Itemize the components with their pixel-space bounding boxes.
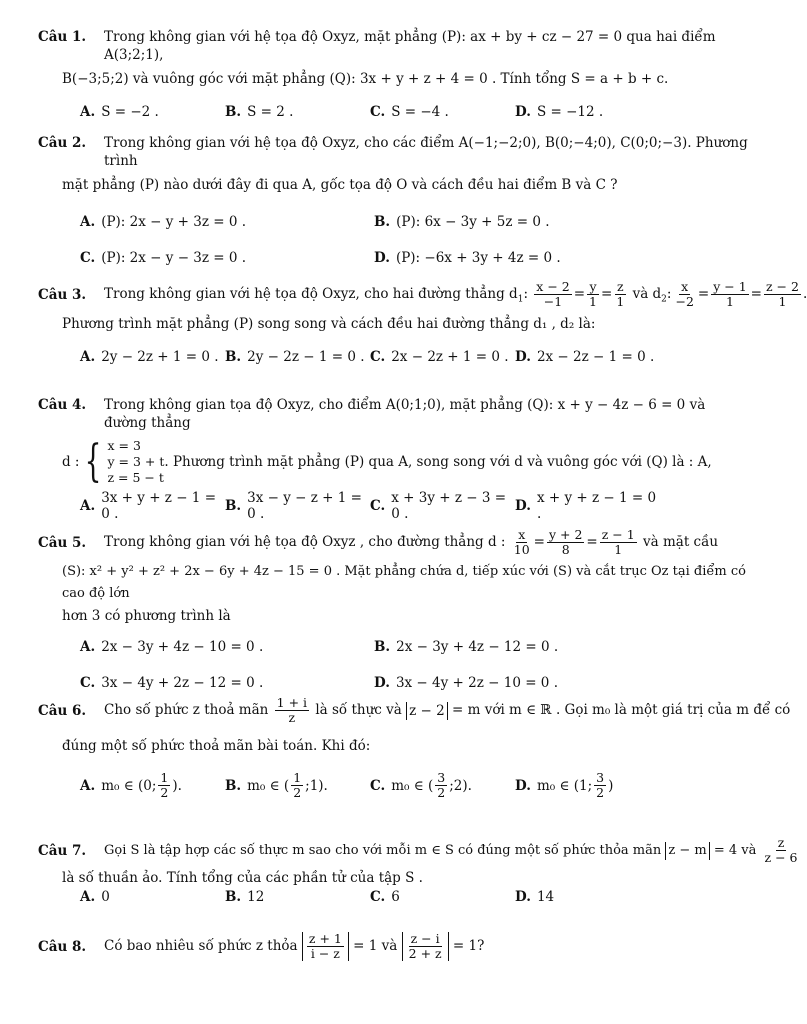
option-b[interactable]: B. 2y − 2z − 1 = 0 . — [225, 349, 365, 365]
question-text-cont: Phương trình mặt phẳng (P) song song và cách đều hai đường thẳng d₁ , d₂ là: — [62, 316, 596, 332]
question-text: Trong không gian với hệ tọa độ Oxyz, cho các điểm A(−1;−2;0), B(0;−4;0), C(0;0;−3). Phương trình — [104, 135, 748, 169]
option-a[interactable]: A. (P): 2x − y + 3z = 0 . — [80, 214, 247, 230]
fraction: $\frac{y}{1}$ — [589, 279, 597, 309]
question-text: Gọi S là tập hợp các số thực m sao cho với mỗi m ∈ S có đúng một số phức thỏa mãn z − m = 4 và $\frac{z}{z - 6}$ — [104, 835, 798, 865]
option-b[interactable]: B. 3x − y − z + 1 = 0 . — [225, 490, 362, 522]
question-text-cont: mặt phẳng (P) nào dưới đây đi qua A, gốc tọa độ O và cách đều hai điểm B và C ? — [62, 177, 618, 193]
question-text-cont: là số thuần ảo. Tính tổng của các phần tử của tập S . — [62, 870, 423, 886]
option-c[interactable]: C. 3x − 4y + 2z − 12 = 0 . — [80, 675, 264, 691]
answer-options — [38, 490, 748, 522]
option-b[interactable]: B. 12 — [225, 889, 265, 905]
question-text-cont: đúng một số phức thoả mãn bài toán. Khi đó: — [62, 738, 371, 754]
option-b[interactable]: B. S = 2 . — [225, 104, 294, 120]
option-d[interactable]: D. 3x − 4y + 2z − 10 = 0 . — [374, 675, 558, 691]
option-c[interactable]: C. 2x − 2z + 1 = 0 . — [370, 349, 509, 365]
answer-options — [38, 639, 748, 691]
question-text-cont: B(−3;5;2) và vuông góc với mặt phẳng (Q): 3x + y + z + 4 = 0 . Tính tổng S = a + b + c. — [62, 71, 669, 87]
absolute-value: $\frac{z + 1}{i - z}$ — [302, 932, 349, 961]
question-7 — [38, 835, 798, 905]
question-number: Câu 4. — [38, 397, 87, 413]
question-text: Trong không gian với hệ tọa độ Oxyz, cho hai đường thẳng $d_1$: $\frac{x - 2}{-1}$ = $\frac{y}{1}$ = $\frac{z}{1}$ và $d_2$: $\frac{x}{-2}$ = $\frac{y - 1}{1}$ = $\frac{z - 2}{1}$ . — [104, 279, 807, 309]
fraction: $\frac{y + 2}{8}$ — [548, 527, 583, 557]
question-text: Trong không gian với hệ tọa độ Oxyz , cho đường thẳng d : $\frac{x}{10}$ = $\frac{y + 2}{8}$ = $\frac{z - 1}{1}$ và mặt cầu — [104, 527, 719, 557]
absolute-value: z − m — [665, 842, 709, 860]
question-number: Câu 5. — [38, 534, 87, 551]
question-text-cont: (S): x² + y² + z² + 2x − 6y + 4z − 15 = 0 . Mặt phẳng chứa d, tiếp xúc với (S) và cắt trục Oz tại điểm có cao độ lớn — [62, 564, 746, 601]
option-a[interactable]: A. m₀ ∈ (0; $\frac{1}{2}$ ). — [80, 770, 182, 800]
answer-options — [38, 104, 748, 120]
fraction: $\frac{z}{z - 6}$ — [764, 835, 798, 865]
equation-system: { x = 3 y = 3 + t z = 5 − t — [85, 436, 165, 487]
question-text-cont — [38, 438, 748, 486]
option-d[interactable]: D. 14 — [515, 889, 555, 905]
fraction: $\frac{z - 1}{1}$ — [601, 527, 635, 557]
question-number: Câu 6. — [38, 702, 87, 719]
option-c[interactable]: C. m₀ ∈ ( $\frac{3}{2}$ ;2). — [370, 770, 472, 800]
option-c[interactable]: C. x + 3y + z − 3 = 0 . — [370, 490, 507, 522]
option-b[interactable]: B. 2x − 3y + 4z − 12 = 0 . — [374, 639, 559, 655]
option-d[interactable]: D. (P): −6x + 3y + 4z = 0 . — [374, 250, 561, 266]
answer-options — [38, 771, 748, 800]
question-text: Cho số phức z thoả mãn $\frac{1 + i}{z}$ là số thực và z − 2 = m với m ∈ ℝ . Gọi m₀ là một giá trị của m để có — [104, 695, 791, 725]
absolute-value: z − 2 — [406, 702, 448, 720]
question-5 — [38, 528, 748, 691]
option-a[interactable]: A. 0 — [80, 889, 110, 905]
fraction: $\frac{x}{-2}$ — [675, 279, 694, 309]
option-a[interactable]: A. 2y − 2z + 1 = 0 . — [80, 349, 219, 365]
option-d[interactable]: D. 2x − 2z − 1 = 0 . — [515, 349, 655, 365]
question-text-cont-2: hơn 3 có phương trình là — [62, 608, 231, 624]
option-a[interactable]: A. 2x − 3y + 4z − 10 = 0 . — [80, 639, 264, 655]
question-2 — [38, 134, 748, 266]
question-text: Có bao nhiêu số phức z thỏa $\frac{z + 1}{i - z}$ = 1 và $\frac{z - i}{2 + z}$ = 1? — [104, 931, 485, 961]
option-c[interactable]: C. 6 — [370, 889, 400, 905]
question-4 — [38, 396, 748, 522]
option-b[interactable]: B. (P): 6x − 3y + 5z = 0 . — [374, 214, 550, 230]
question-text-tail: . Phương trình mặt phẳng (P) qua A, song song với d và vuông góc với (Q) là : A, — [164, 454, 712, 470]
fraction: $\frac{1 + i}{z}$ — [276, 695, 308, 725]
answer-options — [38, 349, 748, 365]
question-text: Trong không gian với hệ tọa độ Oxyz, mặt phẳng (P): ax + by + cz − 27 = 0 qua hai điểm A(3;2;1), — [104, 29, 716, 63]
option-d[interactable]: D. x + y + z − 1 = 0 . — [515, 490, 657, 522]
question-3 — [38, 279, 807, 365]
question-1 — [38, 28, 748, 120]
question-text: Trong không gian tọa độ Oxyz, cho điểm A(0;1;0), mặt phẳng (Q): x + y − 4z − 6 = 0 và đường thẳng — [104, 397, 706, 431]
fraction: $\frac{z - 2}{1}$ — [765, 279, 799, 309]
fraction: $\frac{x}{10}$ — [513, 527, 530, 557]
question-number: Câu 7. — [38, 842, 87, 859]
question-6 — [38, 695, 791, 800]
fraction: $\frac{z}{1}$ — [616, 279, 625, 309]
option-a[interactable]: A. 3x + y + z − 1 = 0 . — [80, 490, 217, 522]
absolute-value: $\frac{z - i}{2 + z}$ — [402, 932, 449, 961]
question-number: Câu 3. — [38, 286, 87, 303]
question-number: Câu 1. — [38, 29, 87, 45]
option-a[interactable]: A. S = −2 . — [80, 104, 159, 120]
answer-options — [38, 889, 748, 905]
option-d[interactable]: D. S = −12 . — [515, 104, 604, 120]
option-b[interactable]: B. m₀ ∈ ( $\frac{1}{2}$ ;1). — [225, 770, 328, 800]
line-label: d : — [62, 454, 80, 470]
option-d[interactable]: D. m₀ ∈ (1; $\frac{3}{2}$ ) — [515, 770, 614, 800]
option-c[interactable]: C. S = −4 . — [370, 104, 449, 120]
fraction: $\frac{y - 1}{1}$ — [713, 279, 747, 309]
question-number: Câu 8. — [38, 938, 87, 955]
option-c[interactable]: C. (P): 2x − y − 3z = 0 . — [80, 250, 247, 266]
answer-options — [38, 214, 748, 266]
question-number: Câu 2. — [38, 135, 87, 151]
fraction: $\frac{x - 2}{-1}$ — [536, 279, 570, 309]
question-8 — [38, 932, 748, 961]
